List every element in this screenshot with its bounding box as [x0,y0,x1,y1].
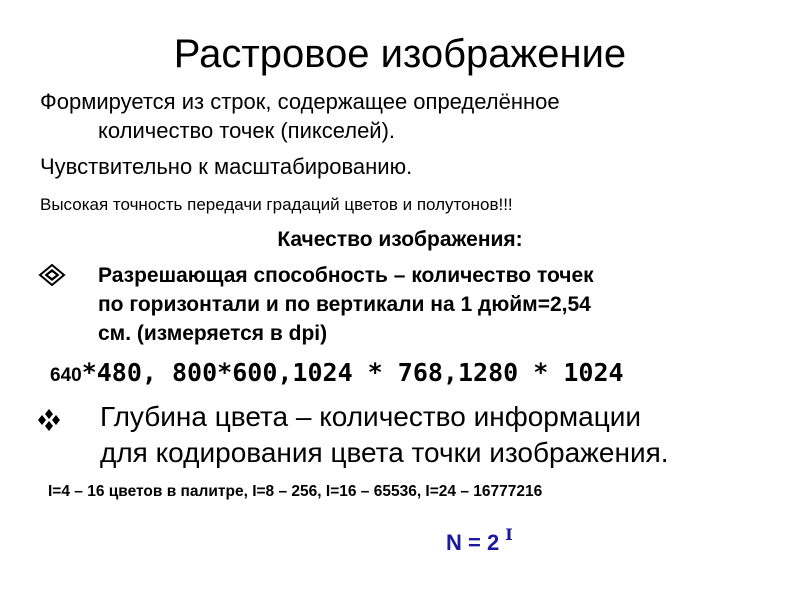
paragraph-scaling: Чувствительно к масштабированию. [40,154,413,179]
slide-title: Растровое изображение [173,32,627,76]
diamond-bullet-icon [38,264,66,286]
formula-base: N = 2 [446,530,500,555]
color-depth-line-1: Глубина цвета – количество информации [100,401,642,432]
screen-sizes-line [50,357,624,392]
formula-exponent: I [505,525,513,544]
resolution-line-2: по горизонтали и по вертикали на 1 дюйм=2,54 [98,293,591,316]
screen-size-first: 640 [50,365,82,386]
paragraph-rows-line2: количество точек (пикселей). [98,118,396,143]
four-diamonds-bullet-icon [36,408,62,432]
paragraph-precision: Высокая точность передачи градаций цветов и полутонов!!! [40,195,513,214]
palette-sizes-line: I=4 – 16 цветов в палитре, I=8 – 256, I=16 – 65536, I=24 – 16777216 [48,483,543,500]
paragraph-rows-line1: Формируется из строк, содержащее определённое [40,89,560,114]
quality-heading: Качество изображения: [277,228,523,251]
color-depth-line-2: для кодирования цвета точки изображения. [100,437,669,468]
screen-size-rest: *480, 800*600,1024 * 768,1280 * 1024 [81,358,624,387]
resolution-line-3: см. (измеряется в dpi) [98,322,328,345]
resolution-line-1: Разрешающая способность – количество точек [98,264,594,287]
formula [446,525,513,560]
